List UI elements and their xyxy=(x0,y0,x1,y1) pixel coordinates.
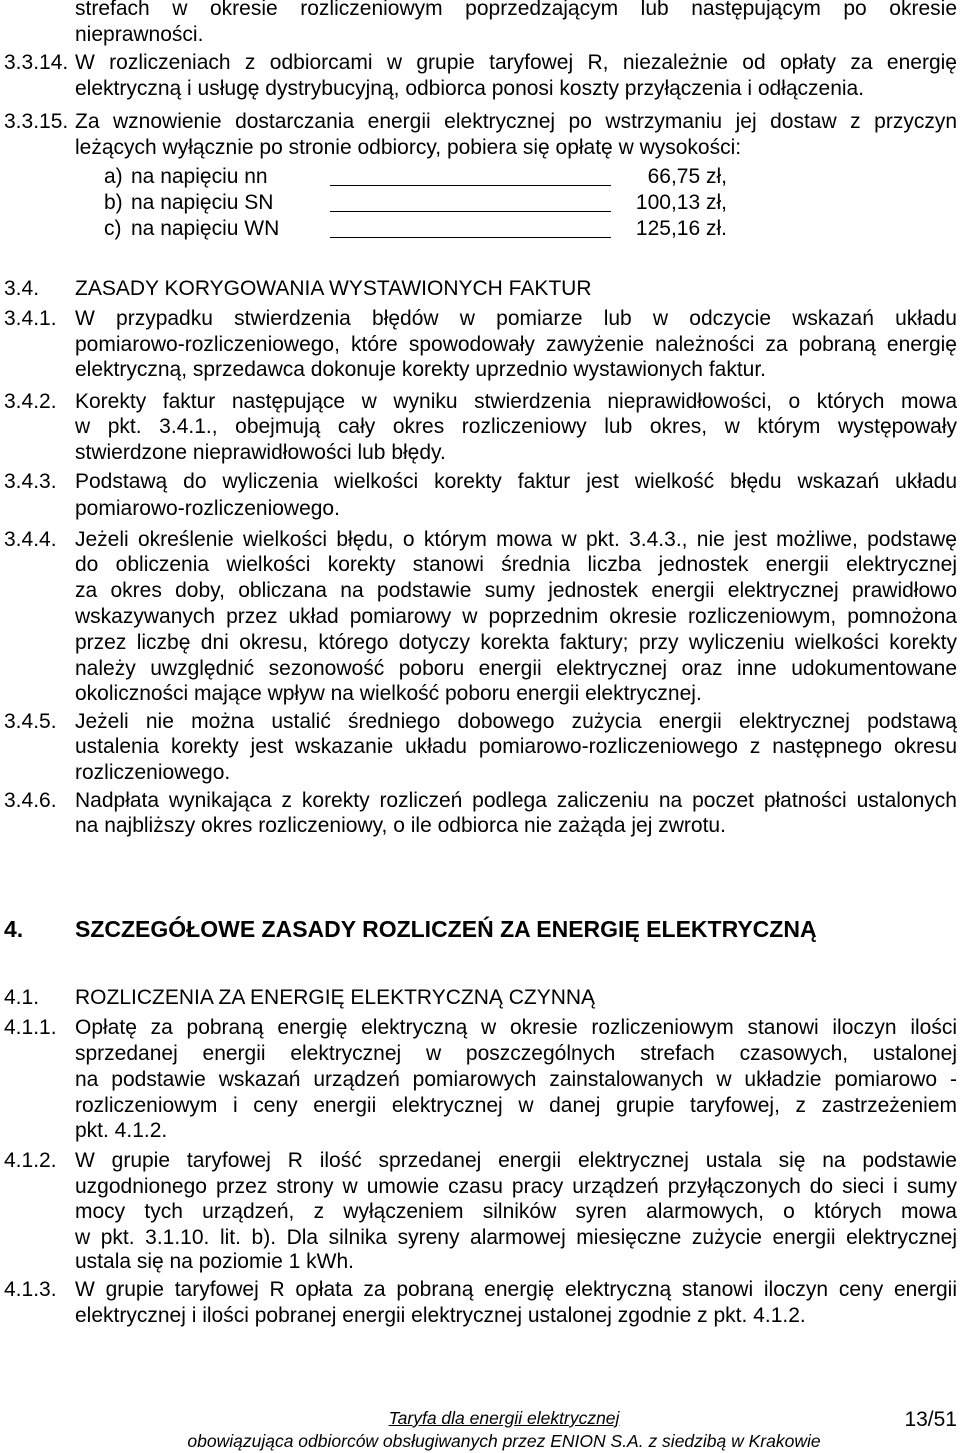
clause-line: uzgodnionego przez strony w umowie czasu pracy urządzeń przyłączonych do sieci i sumy xyxy=(75,1175,957,1198)
clause-line: elektryczną, sprzedawca dokonuje korekty uprzednio wystawionych faktur. xyxy=(75,358,767,381)
continuation-line: strefach w okresie rozliczeniowym poprzedzającym lub następującym po okresie xyxy=(75,0,957,20)
clause-number: 3.4.5. xyxy=(4,710,57,733)
chapter-title: SZCZEGÓŁOWE ZASADY ROZLICZEŃ ZA ENERGIĘ ELEKTRYCZNĄ xyxy=(75,916,817,942)
clause-line: rozliczeniowego. xyxy=(75,761,231,784)
clause-line: Podstawą do wyliczenia wielkości korekty faktur jest wielkość błędu wskazań układu xyxy=(75,470,957,493)
clause-line: okoliczności mające wpływ na wielkość poboru energii elektrycznej. xyxy=(75,682,702,705)
clause-line: przez liczbę dni okresu, którego dotyczy korekta faktury; przy wyliczeniu wielkości korekty xyxy=(75,631,957,654)
clause-line: elektryczną i usługę dystrybucyjną, odbiorca ponosi koszty przyłączenia i odłączenia. xyxy=(75,77,865,100)
clause-number: 3.4.2. xyxy=(4,390,57,413)
clause-line: rozliczeniowym i ceny energii elektrycznej w danej grupie taryfowej, z zastrzeżeniem xyxy=(75,1094,957,1117)
footer-title: Taryfa dla energii elektrycznej xyxy=(388,1408,620,1428)
clause-line: mocy tych urządzeń, z wyłączeniem silników syren alarmowych, o których mowa xyxy=(75,1200,957,1223)
clause-line: Opłatę za pobraną energię elektryczną w okresie rozliczeniowym stanowi iloczyn ilości xyxy=(75,1016,957,1039)
clause-line: pomiarowo-rozliczeniowego, które spowodowały zawyżenie należności za pobraną energię xyxy=(75,333,957,356)
clause-line: na podstawie wskazań urządzeń pomiarowych zainstalowanych w układzie pomiarowo - xyxy=(75,1068,957,1091)
chapter-number: 4. xyxy=(4,916,24,942)
rate-label: a) xyxy=(104,165,123,188)
rate-leader-line xyxy=(330,237,611,238)
clause-line: elektrycznej i ilości pobranej energii elektrycznej ustalonej zgodnie z pkt. 4.1.2. xyxy=(75,1304,806,1327)
clause-line: W przypadku stwierdzenia błędów w pomiarze lub w odczycie wskazań układu xyxy=(75,307,957,330)
clause-line: należy uwzględnić sezonowość poboru energii elektrycznej oraz inne udokumentowane xyxy=(75,657,957,680)
rate-text: na napięciu nn xyxy=(131,165,268,188)
clause-number: 3.3.15. xyxy=(4,110,69,133)
page-number: 13/51 xyxy=(904,1408,957,1431)
section-number: 3.4. xyxy=(4,277,40,300)
clause-line: w pkt. 3.4.1., obejmują cały okres rozliczeniowy lub okres, w którym występowały xyxy=(75,415,957,438)
clause-line: do obliczenia wielkości korekty stanowi średnia liczba jednostek energii elektrycznej xyxy=(75,553,957,576)
clause-line: leżących wyłącznie po stronie odbiorcy, pobiera się opłatę w wysokości: xyxy=(75,136,742,159)
clause-line: ustala się na poziomie 1 kWh. xyxy=(75,1250,354,1273)
rate-leader-line xyxy=(330,185,611,186)
rate-text: na napięciu SN xyxy=(131,191,274,214)
clause-line: pkt. 4.1.2. xyxy=(75,1119,168,1142)
clause-number: 3.4.6. xyxy=(4,789,57,812)
clause-line: Nadpłata wynikająca z korekty rozliczeń podlega zaliczeniu na poczet płatności ustalonych xyxy=(75,789,957,812)
clause-line: w pkt. 3.1.10. lit. b). Dla silnika syreny alarmowej miesięczne zużycie energii elektrycznej xyxy=(75,1226,957,1249)
clause-line: Jeżeli nie można ustalić średniego dobowego zużycia energii elektrycznej podstawą xyxy=(75,710,957,733)
clause-line: W grupie taryfowej R opłata za pobraną energię elektryczną stanowi iloczyn ceny energii xyxy=(75,1278,957,1301)
rate-amount: 125,16 zł. xyxy=(635,217,727,240)
clause-number: 3.4.4. xyxy=(4,528,57,551)
clause-number: 4.1.3. xyxy=(4,1278,57,1301)
clause-line: wskazywanych przez układ pomiarowy w poprzednim okresie rozliczeniowym, pomnożona xyxy=(75,605,957,628)
clause-number: 4.1.2. xyxy=(4,1149,57,1172)
clause-line: na najbliższy okres rozliczeniowy, o ile odbiorca nie zażąda jej zwrotu. xyxy=(75,814,726,837)
rate-label: c) xyxy=(104,217,122,240)
clause-line: Jeżeli określenie wielkości błędu, o którym mowa w pkt. 3.4.3., nie jest możliwe, podstawę xyxy=(75,528,957,551)
clause-line: ustalenia korekty jest wskazanie układu pomiarowo-rozliczeniowego z następnego okresu xyxy=(75,735,957,758)
clause-line: W grupie taryfowej R ilość sprzedanej energii elektrycznej ustala się na podstawie xyxy=(75,1149,957,1172)
section-title: ZASADY KORYGOWANIA WYSTAWIONYCH FAKTUR xyxy=(75,277,592,300)
rate-label: b) xyxy=(104,191,123,214)
clause-number: 4.1.1. xyxy=(4,1016,57,1039)
rate-amount: 100,13 zł, xyxy=(635,191,727,214)
clause-number: 3.3.14. xyxy=(4,51,69,74)
clause-line: pomiarowo-rozliczeniowego. xyxy=(75,497,340,520)
section-title: ROZLICZENIA ZA ENERGIĘ ELEKTRYCZNĄ CZYNNĄ xyxy=(75,986,596,1009)
clause-line: stwierdzone nieprawidłowości lub błędy. xyxy=(75,441,446,464)
continuation-line: nieprawności. xyxy=(75,23,204,46)
rate-text: na napięciu WN xyxy=(131,217,280,240)
rate-amount: 66,75 zł, xyxy=(647,165,727,188)
clause-line: Za wznowienie dostarczania energii elektrycznej po wstrzymaniu jej dostaw z przyczyn xyxy=(75,110,957,133)
clause-line: W rozliczeniach z odbiorcami w grupie taryfowej R, niezależnie od opłaty za energię xyxy=(75,51,957,74)
footer-subtitle: obowiązująca odbiorców obsługiwanych przez ENION S.A. z siedzibą w Krakowie xyxy=(187,1431,821,1451)
clause-line: Korekty faktur następujące w wyniku stwierdzenia nieprawidłowości, o których mowa xyxy=(75,390,957,413)
clause-number: 3.4.3. xyxy=(4,470,57,493)
clause-number: 3.4.1. xyxy=(4,307,57,330)
section-number: 4.1. xyxy=(4,986,40,1009)
clause-line: sprzedanej energii elektrycznej w poszczególnych strefach czasowych, ustalonej xyxy=(75,1042,957,1065)
clause-line: za okres doby, obliczana na podstawie sumy jednostek energii elektrycznej prawidłowo xyxy=(75,579,957,602)
rate-leader-line xyxy=(330,211,611,212)
